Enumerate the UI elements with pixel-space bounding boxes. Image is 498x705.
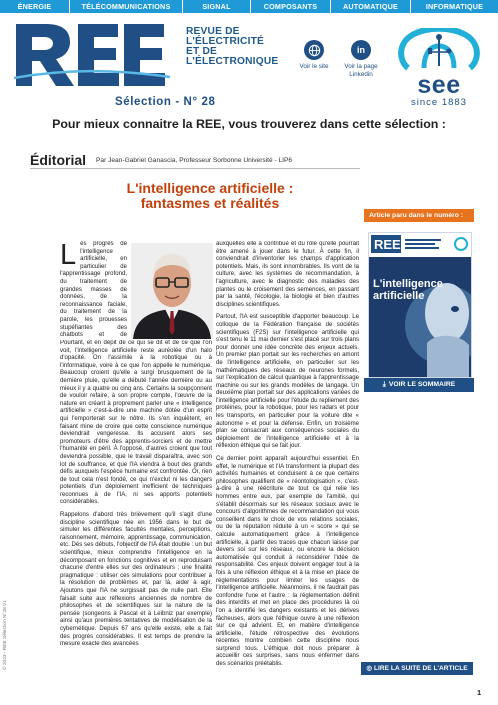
nav-item-informatique[interactable]: INFORMATIQUE [425,2,484,11]
top-nav [0,0,498,13]
linkedin-icon[interactable]: in [351,40,371,60]
selection-number: Sélection - N° 28 [115,96,216,108]
editorial-author: Par Jean-Gabriel Ganascia, Professeur Sorbonne Université - LIP6 [96,157,293,164]
eye-icon: ◎ [366,665,373,672]
ree-logo [14,22,170,88]
article-paragraph: Rappelons d'abord très brièvement qu'il s'agit d'une discipline scientifique née en 1956 dans le but de simuler les différentes facultés mentales, perceptions, raisonnement, mémoire, apprentissage, communication, etc. Dès ses débuts, l'objectif de l'IA était double : un but scientifique, mieux comprendre l'intelligence en la décomposant en fonctions cognitives et en reproduisant chacune d'entre elles sur des ordinateurs ; une finalité pragmatique : utiliser ces simulations pour contribuer à la résolution de problèmes et, par là, aider à agir. Ajoutons que l'IA ne surgissait pas de nulle part. Elle faisait suite aux réflexions anciennes de nombre de philosophes et de scientifiques sur la nature de la pensée (songeons à Pascal et à Leibniz par exemple) ainsi qu'aux premières tentatives de modélisation de la cybernétique. Depuis 67 ans qu'elle existe, elle a fait des progrès considérables. Il est temps de prendre la mesure exacte des avancées [60,512,212,648]
subtitle-line: REVUE DE [186,26,240,37]
nav-item-signal[interactable]: SIGNAL [183,0,251,13]
tagline: Pour mieux connaitre la REE, vous trouverez dans cette sélection : [52,117,446,131]
download-icon: ⤓ [382,381,386,388]
ree-subtitle [186,27,296,67]
read-more-label: LIRE LA SUITE DE L'ARTICLE [373,665,468,672]
see-logo-text: see [417,71,461,99]
issue-panel-header: Article paru dans le numéro : [364,209,474,222]
cover-logo: REE [374,237,401,252]
divider [30,168,360,169]
linkedin-link-label: Voir la page [344,63,378,70]
subtitle-line: ET DE [186,46,218,57]
nav-item-automatique[interactable]: AUTOMATIQUE [331,0,411,13]
subtitle-line: L'ÉLECTRONIQUE [186,56,279,67]
see-emblem-icon [394,28,484,74]
article-title-line: L'intelligence artificielle : [126,180,294,196]
website-link-label: Voir le site [299,63,329,70]
article-paragraph: Ce dernier point apparaît aujourd'hui essentiel. En effet, le numérique et l'IA transforment la plupart des activités humaines et conduisent à ce que certains philosophes qualifient de « réontologisation », c'est-à-dire à une réécriture de tout ce qui relie les hommes entre eux, par exemple de l'amitié, qui s'établit désormais sur les réseaux sociaux avec le concours d'algorithmes de recommandation qui vous conseillent dans le choix de vos relations sociales, ou de la réputation réduite à un « score » qui se calcule automatiquement grâce à l'intelligence artificielle, à partir des traces que chacun laisse par devers soi sur les réseaux, ou encore la décision automatisée qui conduit à reconsidérer l'idée de responsabilité. Ces enjeux doivent engager tout à la fois à une réflexion éthique et à la mise en place de réglementations pour limiter les usages de l'intelligence artificielle. Néanmoins, il ne faudrait pas confondre l'une et l'autre : la réglementation définit des interdits et met en place des procédures là où l'on a identifié les dangers existants et les dérives fâcheuses, alors que l'éthique ouvre à une réflexion sur ce qui advient. Et, en matière d'intelligence artificielle, l'étude rétrospective des évolutions récentes montre combien cette discipline nous surprend tous. L'éthique doit nous préparer à accueillir ces surprises, sans nous enfermer dans des scénarios préétablis. [216,456,359,668]
editorial-heading: Éditorial [30,152,87,168]
article-column-1b [60,340,212,652]
dropcap: L [60,241,77,271]
article-paragraph: Pourtant, et en dépit de ce qui se dit et de ce que l'on voit, l'intelligence artificielle reste auréolée d'un halo d'opacité. On l'assimile à la robotique ou à l'informatique, voire à ce que l'on appelle le numérique. Beaucoup croient qu'elle a surgi brusquement de la dernière pluie, qu'elle a débuté l'année dernière ou au mieux il y a quatre ou cinq ans. Certains la soupçonnent de vouloir refaire, à son propre compte, l'œuvre de la nature en créant à proprement parler une « intelligence artificielle » c'est-à-dire une machine dotée d'un esprit qui l'emporterait sur le nôtre. Ils s'en inquiètent, en faisant mine de croire que cette conscience numérique deviendrait vengeresse. Ils accusent alors ses promoteurs d'être des apprentis-sorciers et de mettre l'humanité en péril. À l'opposé, d'autres croient que tout deviendra possible, que le travail disparaîtra, avec son lot de souffrance, et que l'IA viendra à bout des grands défis auxquels l'espèce humaine est confrontée. Or, rien de tout cela n'est fondé, ce qui n'exclut ni les dangers potentiels d'un déploiement inefficient de techniques reconnues à de l'IA, ni ses apports potentiels considérables. [60,340,212,506]
view-summary-button[interactable] [364,378,474,392]
issue-panel [364,209,474,388]
article-title-line: fantasmes et réalités [140,195,280,211]
article-paragraph: es progrès de l'intelligence artificielle, en particulier de l'apprentissage profond, du traitement de grandes masses de données, de la reconnaissance faciale, du traitement de la parole, les prouesses stupéfiantes des chatbots et de [60,241,127,339]
cover-image [369,233,471,377]
globe-icon[interactable] [304,40,324,60]
article-paragraph: Partout, l'IA est susceptible d'apporter beaucoup. Le colloque de la Fédération française de sociétés scientifiques (F2S) sur l'intelligence artificielle qui s'est tenu le 11 mai dernier s'est placé sur trois plans pour donner une idée concrète des enjeux actuels. Un premier plan portait sur les recherches en amont de l'intelligence artificielle, en particulier sur les mathématiques des réseaux de neurones formels, sur l'explication de calcul quantique à l'apprentissage machine ou sur les grands modèles de langage. Un deuxième plan portait sur des applications variées de l'intelligence artificielle pour l'étude du repliement des protéines, pour la robotique, pour les radars et pour les transports, en particulier pour la voiture dite « autonome » et pour la défense. Enfin, un troisième plan se consacrait aux conséquences sociales du déploiement de l'intelligence artificielle et à la réflexion éthique qui se fait jour. [216,314,359,450]
linkedin-link-label: Linkedin [349,71,373,78]
cover-title-line: L'intelligence [373,278,443,290]
side-copyright: © 2023 - REE Sélection N°28 V1 [3,600,8,670]
read-more-button[interactable] [361,662,473,675]
see-logo [394,28,484,108]
linkedin-link[interactable] [338,40,384,79]
view-summary-label: VOIR LE SOMMAIRE [388,381,456,388]
subtitle-line: L'ÉLECTRICITÉ [186,36,265,47]
article-title [60,181,360,211]
article-column-1a [60,241,127,339]
nav-item-telecommunications[interactable]: TÉLÉCOMMUNICATIONS [70,0,183,13]
article-column-2 [216,241,359,674]
magazine-cover[interactable] [368,232,472,378]
page-number: 1 [477,688,482,697]
website-link[interactable] [296,40,332,71]
nav-item-composants[interactable]: COMPOSANTS [251,0,331,13]
author-portrait [131,243,213,339]
see-since-text: since 1883 [411,97,467,108]
nav-item-energie[interactable]: ÉNERGIE [0,0,70,13]
article-paragraph: auxquelles elle a contribué et du rôle qu'elle pourrait être amené à jouer dans le futur. À cette fin, il conviendrait d'inventorier les champs d'application potentiels. Mais, ils sont innombrables. Ils vont de la culture, avec les systèmes de recommandation, à l'agriculture, avec le diagnostic des maladies des plantes ou le croisement des semences, en passant par la santé, l'écologie, la biologie et bien d'autres disciplines scientifiques. [216,241,359,308]
cover-title-line: artificielle [373,290,425,302]
